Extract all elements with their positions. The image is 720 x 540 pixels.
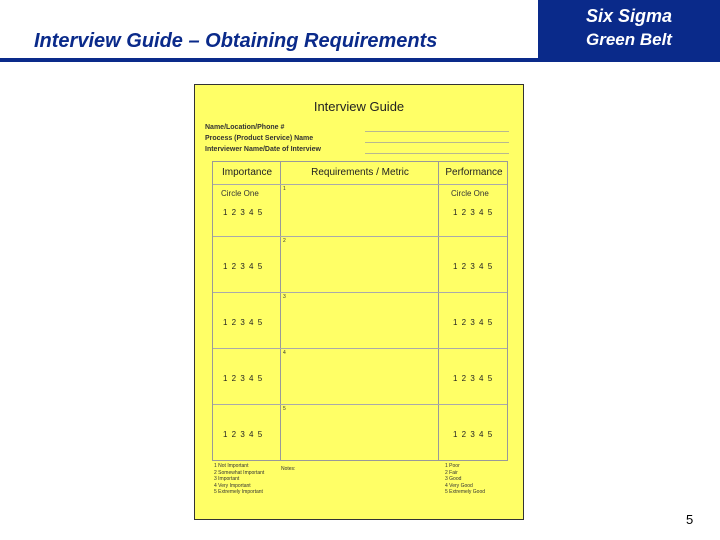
legend-item: 5 Extremely Important: [214, 489, 263, 495]
field-process-name: Process (Product Service) Name: [205, 135, 314, 142]
requirements-grid: [212, 161, 508, 461]
legend-item: 2 Fair: [445, 469, 458, 476]
page-number: 5: [686, 512, 694, 527]
row-number: 5: [283, 406, 286, 412]
legend-item: 1 Poor: [445, 463, 460, 469]
performance-scale: 1 2 3 4 5: [453, 208, 494, 217]
row-number: 1: [283, 186, 286, 192]
header-performance: Performance: [445, 167, 503, 178]
field-line: [365, 153, 509, 154]
field-line: [365, 131, 509, 132]
column-divider: [438, 162, 439, 460]
performance-scale: 1 2 3 4 5: [453, 318, 494, 327]
performance-scale: 1 2 3 4 5: [453, 430, 494, 439]
header-requirements-metric: Requirements / Metric: [311, 167, 409, 178]
header-importance: Importance: [221, 167, 273, 178]
field-line: [365, 142, 509, 143]
slide-title: Interview Guide – Obtaining Requirements: [34, 30, 438, 52]
performance-scale: 1 2 3 4 5: [453, 374, 494, 383]
importance-scale: 1 2 3 4 5: [223, 208, 264, 217]
performance-scale: 1 2 3 4 5: [453, 262, 494, 271]
six-sigma-badge: [538, 0, 720, 62]
field-interviewer-date: Interviewer Name/Date of Interview: [205, 146, 321, 153]
row-number: 3: [283, 294, 286, 300]
importance-legend: [214, 463, 264, 496]
column-divider: [280, 162, 281, 460]
badge-line-2: Green Belt: [586, 30, 672, 49]
header-divider: [213, 184, 507, 185]
performance-legend: [445, 463, 485, 496]
importance-scale: 1 2 3 4 5: [223, 318, 264, 327]
legend-item: 3 Good: [445, 476, 462, 482]
legend-item: 4 Very Good: [445, 482, 473, 489]
badge-line-1: Six Sigma: [585, 6, 673, 26]
importance-circle-one: Circle One: [221, 189, 259, 198]
row-number: 2: [283, 238, 286, 244]
interview-guide-form: [194, 84, 524, 520]
importance-scale: 1 2 3 4 5: [223, 430, 264, 439]
performance-circle-one: Circle One: [451, 189, 489, 198]
legend-item: 2 Somewhat Important: [214, 469, 265, 476]
row-number: 4: [283, 350, 286, 356]
legend-item: 1 Not Important: [214, 463, 249, 469]
title-underline: [0, 58, 538, 62]
row-divider: [213, 292, 507, 293]
legend-item: 3 Important: [214, 476, 240, 482]
notes-label: Notes:: [281, 466, 296, 472]
row-divider: [213, 348, 507, 349]
form-title: Interview Guide: [313, 99, 405, 114]
row-divider: [213, 236, 507, 237]
importance-scale: 1 2 3 4 5: [223, 262, 264, 271]
legend-item: 4 Very Important: [214, 482, 251, 489]
importance-scale: 1 2 3 4 5: [223, 374, 264, 383]
legend-item: 5 Extremely Good: [445, 489, 486, 495]
row-divider: [213, 404, 507, 405]
field-name-location-phone: Name/Location/Phone #: [205, 124, 285, 131]
